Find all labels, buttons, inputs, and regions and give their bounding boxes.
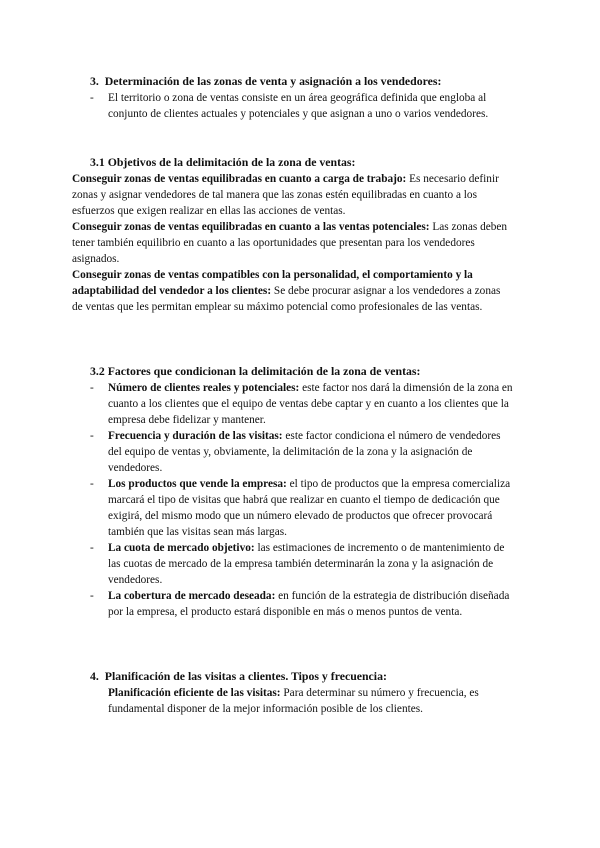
section-3-title: Determinación de las zonas de venta y asignación a los vendedores: — [104, 74, 442, 88]
factor-1-title: Número de clientes reales y potenciales: — [108, 382, 300, 394]
section-4-paragraph — [108, 685, 518, 717]
dash-marker: - — [90, 542, 94, 554]
objective-item-2 — [72, 219, 512, 267]
section-3-bullet-text: El territorio o zona de ventas consiste en un área geográfica definida que engloba al conjunto de clientes actuales y potenciales y que asignan a uno o varios vendedores. — [108, 92, 489, 120]
objective-2-title: Conseguir zonas de ventas equilibradas en cuanto a las ventas potenciales: — [72, 221, 430, 233]
dash-marker: - — [90, 92, 94, 104]
objective-3-title: Conseguir zonas de ventas compatibles con la personalidad, el comportamiento y la adaptabilidad del vendedor a los clientes: — [72, 269, 473, 297]
objective-item-1 — [72, 171, 512, 219]
dash-marker: - — [90, 590, 94, 602]
section-4-text: Para determinar su número y frecuencia, es fundamental disponer de la mejor información posible de los clientes. — [108, 687, 479, 715]
factor-5-text: en función de la estrategia de distribución diseñada por la empresa, el producto estará disponible en más o menos puntos de venta. — [108, 590, 510, 618]
objective-1-text: Es necesario definir zonas y asignar vendedores de tal manera que las zonas estén equilibradas en cuanto a los esfuerzos que exigen realizar en ellas las acciones de ventas. — [72, 173, 499, 217]
section-4-title: Planificación de las visitas a clientes. Tipos y frecuencia: — [104, 669, 387, 683]
factor-5-title: La cobertura de mercado deseada: — [108, 590, 276, 602]
objective-2-text: Las zonas deben tener también equilibrio en cuanto a las oportunidades que presentan para los vendedores asignados. — [72, 221, 508, 265]
dash-marker: - — [90, 430, 94, 442]
factor-3-text: el tipo de productos que la empresa comercializa marcará el tipo de visitas que habrá que realizar en cuanto el tiempo de dedicación que exigirá, del mismo modo que un número elevado de productos que ofrecer provocará también que las visitas sean más largas. — [108, 478, 511, 538]
section-3-2-heading: 3.2 Factores que condicionan la delimitación de la zona de ventas: — [90, 364, 421, 378]
objective-item-3 — [72, 267, 512, 315]
factor-1-text: este factor nos dará la dimensión de la zona en cuanto a los clientes que el equipo de ventas debe captar y en cuanto a los clientes que la empresa debe fidelizar y mantener. — [108, 382, 513, 426]
section-3-1-heading: 3.1 Objetivos de la delimitación de la zona de ventas: — [90, 155, 356, 169]
factor-4-title: La cuota de mercado objetivo: — [108, 542, 255, 554]
factor-4-text: las estimaciones de incremento o de mantenimiento de las cuotas de mercado de la empresa también determinarán la zona y la asignación de vendedores. — [108, 542, 505, 586]
section-3-number: 3. — [90, 74, 99, 88]
objective-3-text: Se debe procurar asignar a los vendedores a zonas de ventas que les permitan emplear su máximo potencial como profesionales de las ventas. — [72, 285, 501, 313]
factor-2-text: este factor condiciona el número de vendedores del equipo de ventas y, obviamente, la delimitación de la zona y la asignación de vendedores. — [108, 430, 501, 474]
section-4-number: 4. — [90, 669, 99, 683]
section-4-heading — [90, 668, 520, 684]
dash-marker: - — [90, 478, 94, 490]
factor-2-title: Frecuencia y duración de las visitas: — [108, 430, 283, 442]
factor-3-title: Los productos que vende la empresa: — [108, 478, 287, 490]
section-3-heading — [90, 73, 520, 89]
section-4-bold-lead: Planificación eficiente de las visitas: — [108, 687, 281, 699]
dash-marker: - — [90, 382, 94, 394]
objective-1-title: Conseguir zonas de ventas equilibradas en cuanto a carga de trabajo: — [72, 173, 407, 185]
